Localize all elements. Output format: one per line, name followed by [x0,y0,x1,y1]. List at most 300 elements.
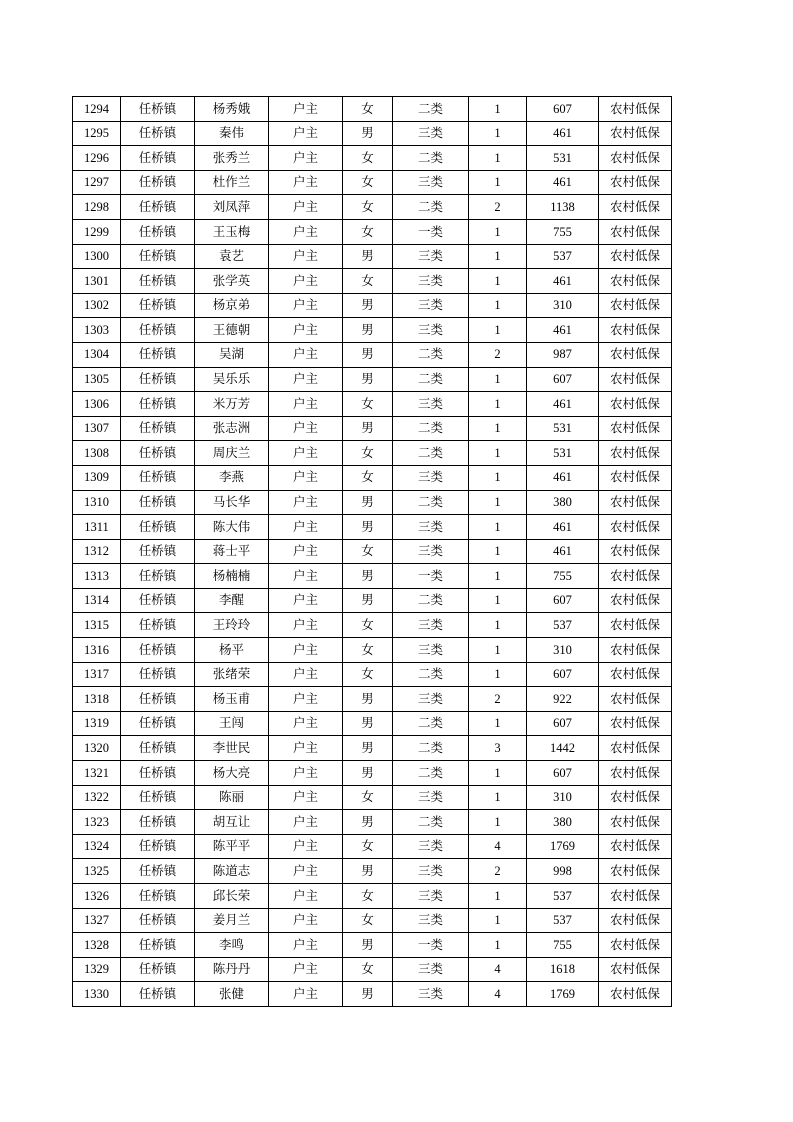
table-row [73,785,672,810]
cell-name: 胡互让 [195,810,269,835]
cell-relation: 户主 [269,195,343,220]
cell-amount: 607 [527,662,599,687]
cell-amount: 310 [527,638,599,663]
table-row [73,121,672,146]
cell-household-size: 1 [469,908,527,933]
cell-assistance-type: 农村低保 [599,170,672,195]
cell-gender: 女 [343,884,393,909]
cell-town: 任桥镇 [121,908,195,933]
cell-gender: 女 [343,219,393,244]
cell-amount: 607 [527,761,599,786]
cell-name: 马长华 [195,490,269,515]
table-row [73,465,672,490]
cell-category: 二类 [393,810,469,835]
cell-household-size: 1 [469,564,527,589]
cell-household-size: 1 [469,810,527,835]
cell-assistance-type: 农村低保 [599,441,672,466]
cell-name: 王玉梅 [195,219,269,244]
cell-seq-number: 1302 [73,293,121,318]
cell-town: 任桥镇 [121,810,195,835]
cell-gender: 女 [343,465,393,490]
cell-gender: 男 [343,564,393,589]
cell-relation: 户主 [269,465,343,490]
cell-gender: 女 [343,834,393,859]
cell-relation: 户主 [269,293,343,318]
cell-assistance-type: 农村低保 [599,859,672,884]
cell-seq-number: 1315 [73,613,121,638]
cell-household-size: 1 [469,465,527,490]
cell-town: 任桥镇 [121,884,195,909]
cell-assistance-type: 农村低保 [599,195,672,220]
cell-household-size: 1 [469,884,527,909]
cell-assistance-type: 农村低保 [599,736,672,761]
cell-household-size: 1 [469,761,527,786]
cell-assistance-type: 农村低保 [599,588,672,613]
cell-name: 杜作兰 [195,170,269,195]
cell-town: 任桥镇 [121,121,195,146]
cell-seq-number: 1308 [73,441,121,466]
cell-amount: 998 [527,859,599,884]
cell-seq-number: 1322 [73,785,121,810]
cell-name: 陈道志 [195,859,269,884]
table-row [73,441,672,466]
cell-amount: 537 [527,244,599,269]
cell-household-size: 1 [469,785,527,810]
cell-name: 杨京弟 [195,293,269,318]
cell-household-size: 1 [469,367,527,392]
cell-amount: 380 [527,490,599,515]
cell-category: 三类 [393,121,469,146]
cell-relation: 户主 [269,638,343,663]
table-row [73,490,672,515]
cell-relation: 户主 [269,392,343,417]
cell-relation: 户主 [269,982,343,1007]
cell-name: 吴乐乐 [195,367,269,392]
cell-amount: 607 [527,588,599,613]
cell-household-size: 2 [469,195,527,220]
cell-assistance-type: 农村低保 [599,908,672,933]
cell-town: 任桥镇 [121,982,195,1007]
cell-seq-number: 1307 [73,416,121,441]
cell-assistance-type: 农村低保 [599,638,672,663]
cell-gender: 男 [343,933,393,958]
cell-town: 任桥镇 [121,441,195,466]
cell-assistance-type: 农村低保 [599,97,672,122]
cell-household-size: 1 [469,638,527,663]
cell-assistance-type: 农村低保 [599,933,672,958]
cell-gender: 男 [343,588,393,613]
table-row [73,269,672,294]
cell-assistance-type: 农村低保 [599,219,672,244]
cell-gender: 女 [343,392,393,417]
cell-assistance-type: 农村低保 [599,367,672,392]
cell-seq-number: 1328 [73,933,121,958]
cell-household-size: 1 [469,293,527,318]
cell-town: 任桥镇 [121,834,195,859]
cell-amount: 380 [527,810,599,835]
cell-household-size: 1 [469,588,527,613]
cell-name: 杨楠楠 [195,564,269,589]
cell-name: 张学英 [195,269,269,294]
table-row [73,244,672,269]
cell-household-size: 1 [469,441,527,466]
cell-amount: 1442 [527,736,599,761]
cell-gender: 男 [343,367,393,392]
cell-category: 二类 [393,367,469,392]
cell-category: 三类 [393,982,469,1007]
cell-name: 李燕 [195,465,269,490]
cell-name: 王闯 [195,711,269,736]
cell-seq-number: 1304 [73,342,121,367]
cell-gender: 女 [343,638,393,663]
cell-amount: 607 [527,367,599,392]
table-row [73,318,672,343]
cell-amount: 461 [527,465,599,490]
cell-name: 杨大亮 [195,761,269,786]
cell-gender: 男 [343,244,393,269]
cell-assistance-type: 农村低保 [599,564,672,589]
cell-relation: 户主 [269,933,343,958]
cell-seq-number: 1295 [73,121,121,146]
cell-amount: 310 [527,293,599,318]
cell-amount: 922 [527,687,599,712]
cell-category: 二类 [393,416,469,441]
cell-name: 李鸣 [195,933,269,958]
cell-gender: 男 [343,515,393,540]
cell-assistance-type: 农村低保 [599,293,672,318]
cell-gender: 男 [343,711,393,736]
cell-assistance-type: 农村低保 [599,465,672,490]
cell-category: 三类 [393,465,469,490]
cell-amount: 1138 [527,195,599,220]
cell-assistance-type: 农村低保 [599,342,672,367]
cell-seq-number: 1301 [73,269,121,294]
cell-category: 三类 [393,785,469,810]
cell-gender: 女 [343,146,393,171]
cell-town: 任桥镇 [121,195,195,220]
cell-town: 任桥镇 [121,933,195,958]
cell-category: 三类 [393,515,469,540]
cell-seq-number: 1316 [73,638,121,663]
cell-amount: 755 [527,564,599,589]
cell-category: 二类 [393,588,469,613]
cell-relation: 户主 [269,342,343,367]
cell-town: 任桥镇 [121,761,195,786]
cell-amount: 537 [527,884,599,909]
cell-gender: 男 [343,687,393,712]
cell-amount: 1618 [527,957,599,982]
cell-household-size: 1 [469,244,527,269]
table-row [73,367,672,392]
cell-seq-number: 1303 [73,318,121,343]
cell-seq-number: 1296 [73,146,121,171]
cell-assistance-type: 农村低保 [599,982,672,1007]
table-row [73,588,672,613]
cell-assistance-type: 农村低保 [599,146,672,171]
cell-category: 一类 [393,564,469,589]
cell-seq-number: 1321 [73,761,121,786]
cell-assistance-type: 农村低保 [599,392,672,417]
cell-town: 任桥镇 [121,539,195,564]
cell-gender: 女 [343,539,393,564]
cell-assistance-type: 农村低保 [599,834,672,859]
cell-assistance-type: 农村低保 [599,810,672,835]
cell-household-size: 1 [469,490,527,515]
table-body [73,97,672,1007]
cell-name: 陈平平 [195,834,269,859]
table-row [73,687,672,712]
cell-name: 杨玉甫 [195,687,269,712]
cell-name: 杨秀娥 [195,97,269,122]
cell-name: 蒋士平 [195,539,269,564]
cell-amount: 537 [527,613,599,638]
cell-town: 任桥镇 [121,957,195,982]
cell-seq-number: 1306 [73,392,121,417]
table-row [73,834,672,859]
cell-assistance-type: 农村低保 [599,884,672,909]
cell-amount: 1769 [527,982,599,1007]
cell-town: 任桥镇 [121,146,195,171]
cell-amount: 755 [527,933,599,958]
cell-category: 三类 [393,392,469,417]
cell-gender: 女 [343,269,393,294]
cell-gender: 男 [343,490,393,515]
cell-amount: 987 [527,342,599,367]
cell-assistance-type: 农村低保 [599,957,672,982]
cell-category: 二类 [393,736,469,761]
table-row [73,293,672,318]
cell-name: 吴湖 [195,342,269,367]
cell-town: 任桥镇 [121,687,195,712]
cell-name: 陈丹丹 [195,957,269,982]
cell-category: 二类 [393,761,469,786]
cell-relation: 户主 [269,219,343,244]
cell-amount: 531 [527,441,599,466]
cell-assistance-type: 农村低保 [599,687,672,712]
cell-relation: 户主 [269,515,343,540]
cell-amount: 461 [527,170,599,195]
cell-household-size: 2 [469,859,527,884]
cell-name: 姜月兰 [195,908,269,933]
cell-category: 一类 [393,933,469,958]
cell-relation: 户主 [269,367,343,392]
cell-household-size: 1 [469,170,527,195]
cell-gender: 女 [343,662,393,687]
cell-name: 王德朝 [195,318,269,343]
cell-relation: 户主 [269,736,343,761]
cell-household-size: 4 [469,834,527,859]
cell-name: 王玲玲 [195,613,269,638]
cell-seq-number: 1298 [73,195,121,220]
cell-name: 李醒 [195,588,269,613]
cell-town: 任桥镇 [121,465,195,490]
cell-category: 三类 [393,539,469,564]
table-row [73,195,672,220]
cell-seq-number: 1319 [73,711,121,736]
cell-assistance-type: 农村低保 [599,613,672,638]
table-row [73,146,672,171]
cell-household-size: 1 [469,711,527,736]
table-row [73,97,672,122]
cell-category: 三类 [393,293,469,318]
cell-town: 任桥镇 [121,736,195,761]
cell-relation: 户主 [269,490,343,515]
cell-relation: 户主 [269,687,343,712]
cell-assistance-type: 农村低保 [599,244,672,269]
cell-gender: 男 [343,342,393,367]
cell-gender: 男 [343,859,393,884]
cell-town: 任桥镇 [121,170,195,195]
cell-category: 一类 [393,219,469,244]
cell-assistance-type: 农村低保 [599,515,672,540]
cell-relation: 户主 [269,908,343,933]
table-row [73,416,672,441]
cell-amount: 1769 [527,834,599,859]
cell-amount: 461 [527,515,599,540]
cell-gender: 女 [343,195,393,220]
document-table-container [72,96,671,1007]
cell-amount: 461 [527,121,599,146]
cell-name: 邱长荣 [195,884,269,909]
cell-amount: 607 [527,711,599,736]
cell-category: 三类 [393,908,469,933]
cell-household-size: 1 [469,662,527,687]
cell-assistance-type: 农村低保 [599,416,672,441]
cell-town: 任桥镇 [121,711,195,736]
cell-name: 张绪荣 [195,662,269,687]
table-row [73,933,672,958]
table-row [73,392,672,417]
cell-relation: 户主 [269,121,343,146]
cell-household-size: 1 [469,515,527,540]
cell-assistance-type: 农村低保 [599,490,672,515]
cell-relation: 户主 [269,761,343,786]
cell-category: 三类 [393,170,469,195]
cell-town: 任桥镇 [121,293,195,318]
cell-gender: 男 [343,121,393,146]
cell-town: 任桥镇 [121,318,195,343]
cell-household-size: 2 [469,687,527,712]
cell-town: 任桥镇 [121,638,195,663]
cell-relation: 户主 [269,613,343,638]
cell-category: 三类 [393,244,469,269]
cell-amount: 461 [527,318,599,343]
cell-seq-number: 1300 [73,244,121,269]
cell-relation: 户主 [269,441,343,466]
cell-household-size: 1 [469,97,527,122]
cell-household-size: 1 [469,146,527,171]
cell-assistance-type: 农村低保 [599,662,672,687]
cell-town: 任桥镇 [121,564,195,589]
cell-name: 张健 [195,982,269,1007]
cell-relation: 户主 [269,244,343,269]
cell-gender: 男 [343,736,393,761]
table-row [73,711,672,736]
cell-amount: 461 [527,392,599,417]
cell-category: 二类 [393,441,469,466]
cell-household-size: 1 [469,933,527,958]
cell-amount: 537 [527,908,599,933]
cell-household-size: 1 [469,269,527,294]
cell-amount: 461 [527,269,599,294]
cell-seq-number: 1299 [73,219,121,244]
table-row [73,884,672,909]
cell-seq-number: 1324 [73,834,121,859]
cell-seq-number: 1326 [73,884,121,909]
cell-name: 李世民 [195,736,269,761]
cell-gender: 男 [343,318,393,343]
cell-category: 三类 [393,834,469,859]
cell-category: 三类 [393,687,469,712]
cell-seq-number: 1318 [73,687,121,712]
cell-gender: 男 [343,982,393,1007]
cell-assistance-type: 农村低保 [599,785,672,810]
cell-household-size: 1 [469,392,527,417]
cell-relation: 户主 [269,711,343,736]
cell-relation: 户主 [269,318,343,343]
cell-category: 二类 [393,342,469,367]
cell-town: 任桥镇 [121,367,195,392]
cell-relation: 户主 [269,416,343,441]
cell-relation: 户主 [269,170,343,195]
table-row [73,170,672,195]
cell-relation: 户主 [269,859,343,884]
cell-seq-number: 1311 [73,515,121,540]
cell-category: 二类 [393,195,469,220]
cell-relation: 户主 [269,662,343,687]
cell-seq-number: 1312 [73,539,121,564]
cell-seq-number: 1325 [73,859,121,884]
cell-relation: 户主 [269,588,343,613]
cell-name: 陈大伟 [195,515,269,540]
table-row [73,908,672,933]
relief-roster-table [72,96,672,1007]
cell-name: 秦伟 [195,121,269,146]
cell-category: 三类 [393,884,469,909]
cell-assistance-type: 农村低保 [599,711,672,736]
cell-town: 任桥镇 [121,588,195,613]
cell-category: 二类 [393,662,469,687]
cell-gender: 女 [343,957,393,982]
cell-gender: 女 [343,785,393,810]
cell-amount: 310 [527,785,599,810]
cell-seq-number: 1330 [73,982,121,1007]
cell-household-size: 1 [469,121,527,146]
cell-name: 杨平 [195,638,269,663]
cell-town: 任桥镇 [121,859,195,884]
cell-seq-number: 1310 [73,490,121,515]
cell-category: 三类 [393,859,469,884]
cell-town: 任桥镇 [121,416,195,441]
cell-gender: 女 [343,613,393,638]
cell-category: 二类 [393,490,469,515]
cell-amount: 607 [527,97,599,122]
cell-seq-number: 1297 [73,170,121,195]
cell-amount: 531 [527,146,599,171]
cell-category: 三类 [393,638,469,663]
cell-category: 三类 [393,957,469,982]
table-row [73,564,672,589]
cell-seq-number: 1320 [73,736,121,761]
cell-amount: 461 [527,539,599,564]
cell-household-size: 2 [469,342,527,367]
cell-town: 任桥镇 [121,662,195,687]
cell-town: 任桥镇 [121,97,195,122]
cell-gender: 女 [343,170,393,195]
cell-town: 任桥镇 [121,342,195,367]
cell-category: 二类 [393,146,469,171]
cell-relation: 户主 [269,785,343,810]
